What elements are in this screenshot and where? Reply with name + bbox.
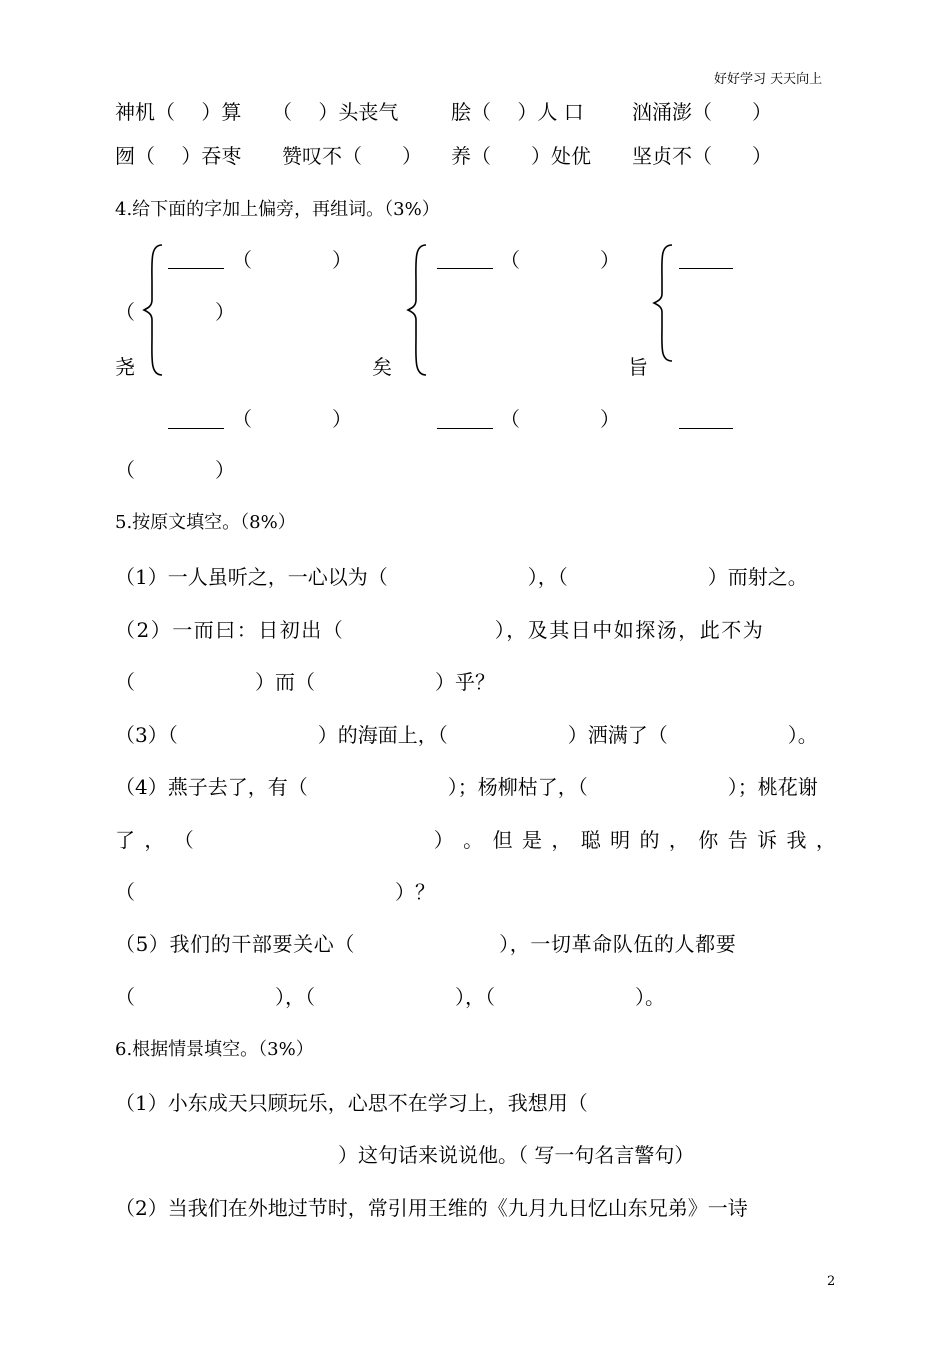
word-paren: （ ）	[500, 407, 620, 431]
page-header: 好好学习 天天向上	[714, 72, 823, 87]
q5-line: （3）（ ）的海面上，（ ）洒满了（ ）。	[115, 723, 818, 747]
q5-token: 的	[639, 828, 660, 852]
idiom-item: 养（ ）处优	[451, 144, 591, 168]
q5-line: （4）燕子去了，有（ ）；杨柳枯了，（ ）；桃花谢	[115, 775, 818, 799]
q5-token: ，	[815, 828, 836, 852]
idiom-item: 汹涌澎（ ）	[632, 100, 772, 124]
answer-blank	[168, 268, 224, 269]
answer-blank	[168, 428, 224, 429]
q5-token: 告	[727, 828, 748, 852]
answer-blank	[679, 268, 733, 269]
question-6-title: 6.根据情景填空。（3%）	[115, 1039, 314, 1060]
word-paren: （ ）	[115, 300, 235, 324]
q5-justified-line	[115, 828, 836, 852]
word-paren: （ ）	[232, 407, 352, 431]
q5-token: 是	[521, 828, 542, 852]
q5-token: 明	[610, 828, 631, 852]
base-character: 矣	[372, 355, 392, 379]
idiom-item: 脍（ ）人 口	[451, 100, 584, 124]
answer-blank	[437, 268, 493, 269]
base-character: 旨	[628, 355, 648, 379]
idiom-item: 神机（ ）算	[115, 100, 242, 124]
q6-line: （1）小东成天只顾玩乐，心思不在学习上，我想用（	[115, 1091, 588, 1115]
q6-line: （2）当我们在外地过节时，常引用王维的《九月九日忆山东兄弟》一诗	[115, 1196, 748, 1220]
q5-token: 了	[115, 828, 135, 852]
question-4-title: 4.给下面的字加上偏旁，再组词。（3%）	[115, 199, 440, 220]
q5-line: （ ）而（ ）乎？	[115, 670, 495, 694]
q5-token: ，	[668, 828, 689, 852]
q6-line: ）这句话来说说他。（ 写一句名言警句）	[338, 1143, 695, 1167]
q5-token: 你	[698, 828, 719, 852]
idiom-item: （ ）头丧气	[272, 100, 399, 124]
left-brace-icon	[652, 244, 676, 362]
idiom-item: 囫（ ）吞枣	[115, 144, 242, 168]
q5-line: （5）我们的干部要关心（ ），一切革命队伍的人都要	[115, 932, 737, 956]
q5-token: 聪	[580, 828, 601, 852]
q5-line: （ ）？	[115, 880, 435, 904]
base-character: 尧	[115, 355, 135, 379]
q5-token: 。	[463, 828, 484, 852]
idiom-item: 赞叹不（ ）	[282, 144, 422, 168]
q5-token: ，	[144, 828, 165, 852]
answer-blank	[679, 428, 733, 429]
q5-token: （ ）	[173, 828, 454, 852]
left-brace-icon	[406, 244, 430, 376]
q5-token: ，	[551, 828, 572, 852]
page-number: 2	[827, 1274, 836, 1289]
word-paren: （ ）	[500, 248, 620, 272]
q5-token: 但	[492, 828, 513, 852]
q5-line: （ ），（ ），（ ）。	[115, 985, 665, 1009]
q5-token: 诉	[757, 828, 778, 852]
q5-token: 我	[786, 828, 807, 852]
q5-line: （2）一而曰：日初出（ ），及其日中如探汤，此不为	[115, 618, 765, 642]
answer-blank	[437, 428, 493, 429]
word-paren: （ ）	[115, 458, 235, 482]
word-paren: （ ）	[232, 248, 352, 272]
q5-line: （1）一人虽听之，一心以为（ ），（ ）而射之。	[115, 565, 808, 589]
idiom-item: 坚贞不（ ）	[632, 144, 772, 168]
question-5-title: 5.按原文填空。（8%）	[115, 512, 296, 533]
